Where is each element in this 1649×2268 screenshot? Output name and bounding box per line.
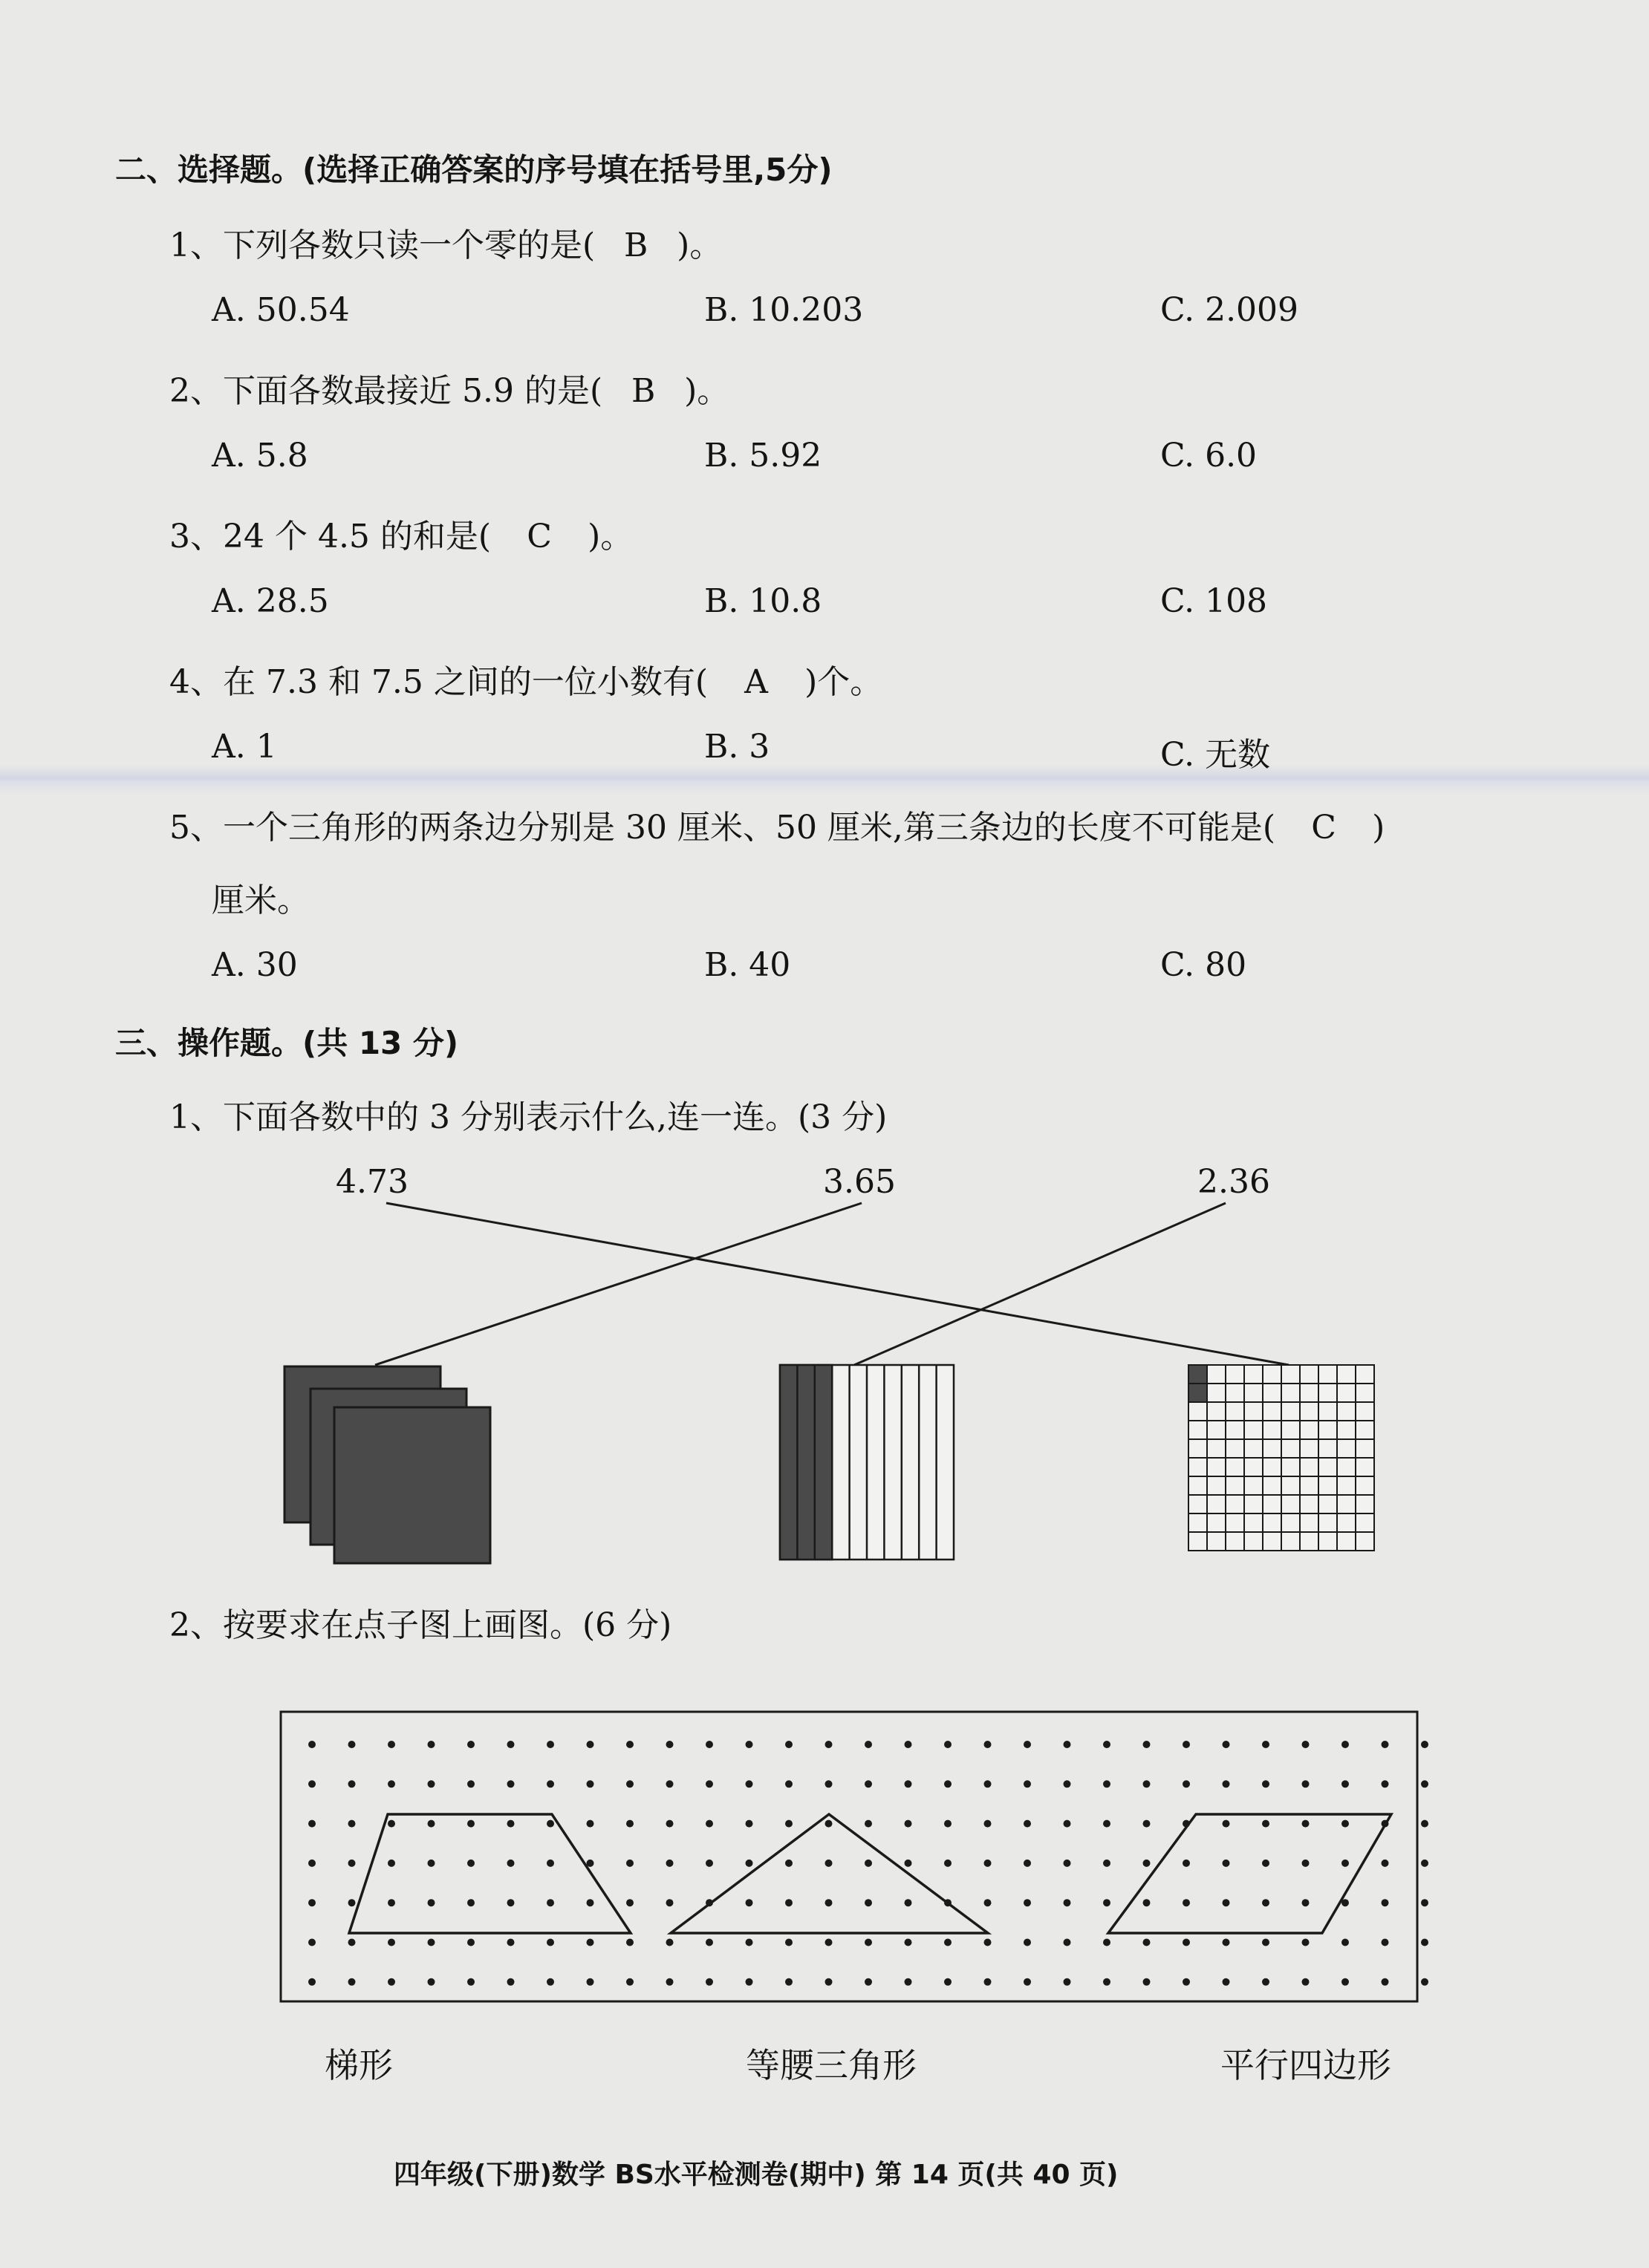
dot: [984, 1860, 992, 1867]
dot: [308, 1899, 316, 1906]
dot: [1262, 1741, 1269, 1748]
dot: [944, 1820, 952, 1828]
dot: [467, 1820, 475, 1828]
dot: [348, 1939, 356, 1946]
dot: [308, 1780, 316, 1788]
question-4: 4、在 7.3 和 7.5 之间的一位小数有( A )个。: [169, 663, 883, 701]
dot: [1421, 1860, 1428, 1867]
dot: [1302, 1978, 1310, 1986]
dot: [587, 1780, 594, 1788]
answer-5: C: [1311, 809, 1336, 847]
dot: [1341, 1780, 1349, 1788]
dot: [1223, 1899, 1230, 1906]
dot: [547, 1860, 554, 1867]
dot: [1223, 1939, 1230, 1946]
dot: [1183, 1780, 1190, 1788]
dot: [1421, 1899, 1428, 1906]
dot: [626, 1741, 634, 1748]
dot: [984, 1741, 992, 1748]
dot: [1302, 1899, 1310, 1906]
dot: [1103, 1860, 1110, 1867]
dot: [865, 1741, 872, 1748]
section-2-title: 二、选择题。(选择正确答案的序号填在括号里,5分): [115, 151, 833, 188]
dot: [1103, 1899, 1110, 1906]
dot: [825, 1860, 833, 1867]
dot: [626, 1899, 634, 1906]
dot: [785, 1780, 793, 1788]
dot: [1262, 1860, 1269, 1867]
dot: [1341, 1978, 1349, 1986]
dot: [1421, 1780, 1428, 1788]
dot: [825, 1780, 833, 1788]
dot: [587, 1978, 594, 1986]
dot: [785, 1820, 793, 1828]
dot: [706, 1939, 713, 1946]
dot: [1064, 1899, 1071, 1906]
dot: [666, 1780, 674, 1788]
dot: [626, 1780, 634, 1788]
dot: [1421, 1820, 1428, 1828]
dot: [1024, 1860, 1031, 1867]
dot: [428, 1741, 435, 1748]
dot: [1064, 1860, 1071, 1867]
dot: [666, 1741, 674, 1748]
dot: [1024, 1780, 1031, 1788]
dot: [428, 1860, 435, 1867]
dot: [1064, 1820, 1071, 1828]
parallelogram-shape: [1108, 1814, 1391, 1933]
dot: [1103, 1978, 1110, 1986]
operation-question-1: 1、下面各数中的 3 分别表示什么,连一连。(3 分): [169, 1098, 888, 1136]
dot: [1064, 1939, 1071, 1946]
dot: [626, 1820, 634, 1828]
dot: [1341, 1820, 1349, 1828]
dot: [428, 1978, 435, 1986]
dot: [467, 1741, 475, 1748]
dot: [1382, 1978, 1389, 1986]
dot: [1302, 1860, 1310, 1867]
dot: [348, 1741, 356, 1748]
dot: [1262, 1899, 1269, 1906]
dot: [467, 1860, 475, 1867]
label-isosceles-triangle: 等腰三角形: [746, 2045, 917, 2085]
dot: [428, 1820, 435, 1828]
dot: [984, 1780, 992, 1788]
dot: [1024, 1741, 1031, 1748]
dot: [666, 1978, 674, 1986]
dot: [1302, 1820, 1310, 1828]
question-5-continuation: 厘米。: [212, 882, 310, 919]
q2-option-a: A. 5.8: [212, 437, 308, 475]
dot: [467, 1978, 475, 1986]
dot: [944, 1939, 952, 1946]
dot: [1064, 1978, 1071, 1986]
page-footer: 四年级(下册)数学 BS水平检测卷(期中) 第 14 页(共 40 页): [394, 2160, 1119, 2190]
dot: [825, 1741, 833, 1748]
dot: [507, 1820, 515, 1828]
number-3-65: 3.65: [823, 1163, 896, 1201]
dot: [308, 1939, 316, 1946]
dot: [547, 1741, 554, 1748]
dot: [1262, 1939, 1269, 1946]
dot: [905, 1820, 912, 1828]
dot: [1421, 1978, 1428, 1986]
dot: [626, 1939, 634, 1946]
dot: [865, 1899, 872, 1906]
q1-option-b: B. 10.203: [704, 291, 864, 329]
question-3: 3、24 个 4.5 的和是( C )。: [169, 518, 634, 555]
dot: [467, 1899, 475, 1906]
line-3-65: [375, 1203, 862, 1365]
question-2: 2、下面各数最接近 5.9 的是( B )。: [169, 372, 730, 410]
dot: [388, 1820, 395, 1828]
dot: [785, 1860, 793, 1867]
dot: [865, 1780, 872, 1788]
dot: [706, 1741, 713, 1748]
dot: [1143, 1978, 1151, 1986]
dot: [1382, 1899, 1389, 1906]
dot: [666, 1939, 674, 1946]
dot: [1103, 1939, 1110, 1946]
answer-4: A: [744, 663, 768, 701]
dot: [785, 1939, 793, 1946]
dot: [1143, 1820, 1151, 1828]
dot: [666, 1820, 674, 1828]
dot: [1143, 1860, 1151, 1867]
dot: [587, 1939, 594, 1946]
dot: [666, 1860, 674, 1867]
question-5: 5、一个三角形的两条边分别是 30 厘米、50 厘米,第三条边的长度不可能是( C ): [169, 809, 1385, 847]
dot: [1024, 1899, 1031, 1906]
dot: [388, 1978, 395, 1986]
q3-option-a: A. 28.5: [212, 582, 329, 620]
q3-option-c: C. 108: [1160, 582, 1268, 620]
dot: [984, 1978, 992, 1986]
dot: [785, 1899, 793, 1906]
dot: [626, 1978, 634, 1986]
dot: [746, 1939, 753, 1946]
dot: [1183, 1939, 1190, 1946]
dot: [746, 1899, 753, 1906]
dot: [1262, 1780, 1269, 1788]
dot: [944, 1741, 952, 1748]
dot: [905, 1899, 912, 1906]
dot: [746, 1820, 753, 1828]
three-ones-squares: [284, 1366, 490, 1563]
dot: [905, 1939, 912, 1946]
dot: [1183, 1899, 1190, 1906]
dot: [1302, 1741, 1310, 1748]
dot: [507, 1860, 515, 1867]
dot: [1183, 1978, 1190, 1986]
q4-option-b: B. 3: [704, 728, 770, 766]
dot: [1143, 1741, 1151, 1748]
q5-option-c: C. 80: [1160, 946, 1247, 984]
dot: [825, 1820, 833, 1828]
dot: [388, 1780, 395, 1788]
number-4-73: 4.73: [336, 1163, 409, 1201]
dot: [507, 1741, 515, 1748]
dot: [706, 1820, 713, 1828]
dot: [1143, 1939, 1151, 1946]
dot: [547, 1820, 554, 1828]
dot: [944, 1860, 952, 1867]
dot: [507, 1978, 515, 1986]
dot: [348, 1860, 356, 1867]
dot: [746, 1780, 753, 1788]
dot: [1262, 1820, 1269, 1828]
dot: [785, 1978, 793, 1986]
dot: [1223, 1780, 1230, 1788]
dot: [785, 1741, 793, 1748]
answer-3: C: [527, 518, 552, 555]
line-4-73: [386, 1203, 1289, 1365]
q5-option-b: B. 40: [704, 946, 791, 984]
dot: [308, 1860, 316, 1867]
dot: [547, 1939, 554, 1946]
dot: [825, 1978, 833, 1986]
dot: [1143, 1899, 1151, 1906]
dot: [746, 1978, 753, 1986]
dot: [308, 1978, 316, 1986]
dot: [1103, 1741, 1110, 1748]
dot: [467, 1939, 475, 1946]
q4-option-a: A. 1: [212, 728, 277, 766]
answer-1: B: [624, 227, 648, 264]
dot: [1341, 1741, 1349, 1748]
dot: [1103, 1820, 1110, 1828]
dot: [428, 1939, 435, 1946]
dot: [507, 1780, 515, 1788]
dot: [1024, 1978, 1031, 1986]
dot: [944, 1978, 952, 1986]
dot: [348, 1780, 356, 1788]
dot: [348, 1899, 356, 1906]
q4-option-c: C. 无数: [1160, 736, 1271, 774]
dot: [825, 1939, 833, 1946]
dot: [348, 1978, 356, 1986]
dot: [1064, 1780, 1071, 1788]
dot: [587, 1899, 594, 1906]
dot: [666, 1899, 674, 1906]
dot: [944, 1780, 952, 1788]
q1-option-a: A. 50.54: [212, 291, 350, 329]
trapezoid-shape: [349, 1814, 631, 1933]
dot: [388, 1741, 395, 1748]
dot: [1421, 1741, 1428, 1748]
dot: [1382, 1860, 1389, 1867]
dot: [865, 1820, 872, 1828]
dot: [1302, 1780, 1310, 1788]
dot-paper-frame: [281, 1712, 1417, 2001]
q3-option-b: B. 10.8: [704, 582, 822, 620]
dot: [587, 1820, 594, 1828]
isosceles-triangle-shape: [671, 1814, 988, 1933]
dot: [428, 1780, 435, 1788]
dot: [865, 1860, 872, 1867]
dot: [547, 1780, 554, 1788]
dot: [1341, 1860, 1349, 1867]
dot: [865, 1939, 872, 1946]
dot: [1024, 1820, 1031, 1828]
matching-lines: [375, 1203, 1289, 1365]
dot: [746, 1860, 753, 1867]
dot: [1302, 1939, 1310, 1946]
q1-option-c: C. 2.009: [1160, 291, 1299, 329]
dot: [1223, 1860, 1230, 1867]
number-2-36: 2.36: [1197, 1163, 1270, 1201]
dot: [905, 1860, 912, 1867]
dot: [706, 1780, 713, 1788]
dot: [626, 1860, 634, 1867]
tenths-strip-grid: [780, 1365, 954, 1560]
dot: [984, 1820, 992, 1828]
dot-grid: [308, 1741, 1428, 1986]
dot: [825, 1899, 833, 1906]
dot: [308, 1820, 316, 1828]
label-trapezoid: 梯形: [325, 2045, 393, 2085]
answer-2: B: [631, 372, 656, 410]
dot: [905, 1741, 912, 1748]
dot: [1341, 1939, 1349, 1946]
hundredths-grid: [1188, 1365, 1374, 1551]
question-1: 1、下列各数只读一个零的是( B )。: [169, 227, 723, 264]
dot: [587, 1741, 594, 1748]
dot: [507, 1939, 515, 1946]
dot: [706, 1860, 713, 1867]
dot: [1421, 1939, 1428, 1946]
dot: [388, 1939, 395, 1946]
dot: [1382, 1780, 1389, 1788]
dot: [1223, 1741, 1230, 1748]
dot: [905, 1780, 912, 1788]
dot: [1183, 1741, 1190, 1748]
dot: [1183, 1860, 1190, 1867]
dot: [507, 1899, 515, 1906]
dot: [428, 1899, 435, 1906]
dot: [1143, 1780, 1151, 1788]
q2-option-c: C. 6.0: [1160, 437, 1258, 475]
dot: [984, 1939, 992, 1946]
dot: [1382, 1741, 1389, 1748]
dot: [348, 1820, 356, 1828]
dot: [905, 1978, 912, 1986]
dot: [1382, 1939, 1389, 1946]
q2-option-b: B. 5.92: [704, 437, 822, 475]
dot: [547, 1978, 554, 1986]
line-2-36: [854, 1203, 1226, 1365]
q5-option-a: A. 30: [212, 946, 298, 984]
dot: [1223, 1978, 1230, 1986]
dot: [547, 1899, 554, 1906]
dot: [388, 1899, 395, 1906]
dot: [1103, 1780, 1110, 1788]
label-parallelogram: 平行四边形: [1220, 2045, 1391, 2085]
section-3-title: 三、操作题。(共 13 分): [115, 1025, 459, 1061]
dot: [706, 1978, 713, 1986]
dot: [1262, 1978, 1269, 1986]
dot: [1064, 1741, 1071, 1748]
operation-question-2: 2、按要求在点子图上画图。(6 分): [169, 1606, 672, 1644]
dot: [467, 1780, 475, 1788]
dot: [1024, 1939, 1031, 1946]
dot: [308, 1741, 316, 1748]
dot: [388, 1860, 395, 1867]
dot: [865, 1978, 872, 1986]
dot: [746, 1741, 753, 1748]
dot: [984, 1899, 992, 1906]
dot: [1223, 1820, 1230, 1828]
